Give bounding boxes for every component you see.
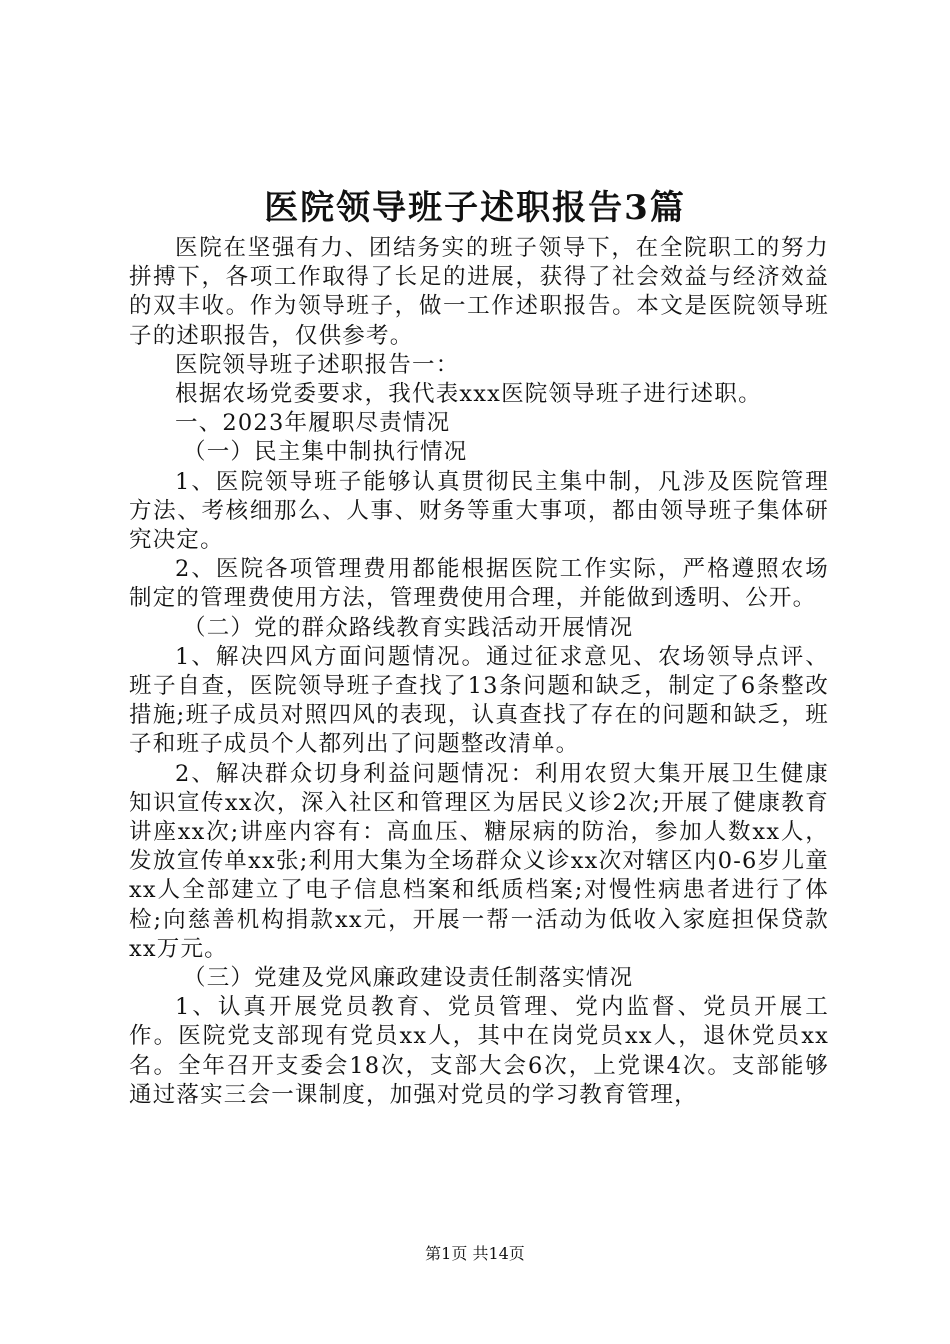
subsection-heading: （三）党建及党风廉政建设责任制落实情况 — [183, 965, 634, 992]
paragraph: 1、解决四风方面问题情况。通过征求意见、农场领导点评、班子自查，医院领导班子查找了13条问题和缺乏，制定了6条整改措施;班子成员对照四风的表现，认真查找了存在的问题和缺乏，班子和班子成员个人都列出了问题整改清单。 — [129, 643, 829, 758]
subsection-heading: （二）党的群众路线教育实践活动开展情况 — [183, 614, 634, 641]
paragraph: 2、解决群众切身利益问题情况：利用农贸大集开展卫生健康知识宣传xx次，深入社区和管理区为居民义诊2次;开展了健康教育讲座xx次;讲座内容有：高血压、糖尿病的防治，参加人数xx人，发放宣传单xx张;利用大集为全场群众义诊xx次对辖区内0-6岁儿童xx人全部建立了电子信息档案和纸质档案;对慢性病患者进行了体检;向慈善机构捐款xx元，开展一帮一活动为低收入家庭担保贷款xx万元。 — [129, 760, 829, 962]
paragraph: 根据农场党委要求，我代表xxx医院领导班子进行述职。 — [175, 381, 762, 408]
document-title: 医院领导班子述职报告3篇 — [264, 188, 686, 228]
subsection-heading: （一）民主集中制执行情况 — [183, 439, 468, 466]
paragraph: 1、医院领导班子能够认真贯彻民主集中制，凡涉及医院管理方法、考核细那么、人事、财务等重大事项，都由领导班子集体研究决定。 — [129, 468, 829, 554]
document-body — [129, 234, 829, 1110]
report-heading: 医院领导班子述职报告一： — [175, 351, 460, 378]
page-footer: 第1页 共14页 — [425, 1244, 525, 1263]
section-heading: 一、2023年履职尽责情况 — [175, 410, 451, 437]
paragraph: 2、医院各项管理费用都能根据医院工作实际，严格遵照农场制定的管理费使用方法，管理费使用合理，并能做到透明、公开。 — [129, 556, 829, 612]
paragraph: 1、认真开展党员教育、党员管理、党内监督、党员开展工作。医院党支部现有党员xx人，其中在岗党员xx人，退休党员xx名。全年召开支委会18次，支部大会6次，上党课4次。支部能够通过落实三会一课制度，加强对党员的学习教育管理， — [129, 994, 829, 1108]
intro-paragraph: 医院在坚强有力、团结务实的班子领导下，在全院职工的努力拼搏下，各项工作取得了长足的进展，获得了社会效益与经济效益的双丰收。作为领导班子，做一工作述职报告。本文是医院领导班子的述职报告，仅供参考。 — [129, 235, 829, 349]
